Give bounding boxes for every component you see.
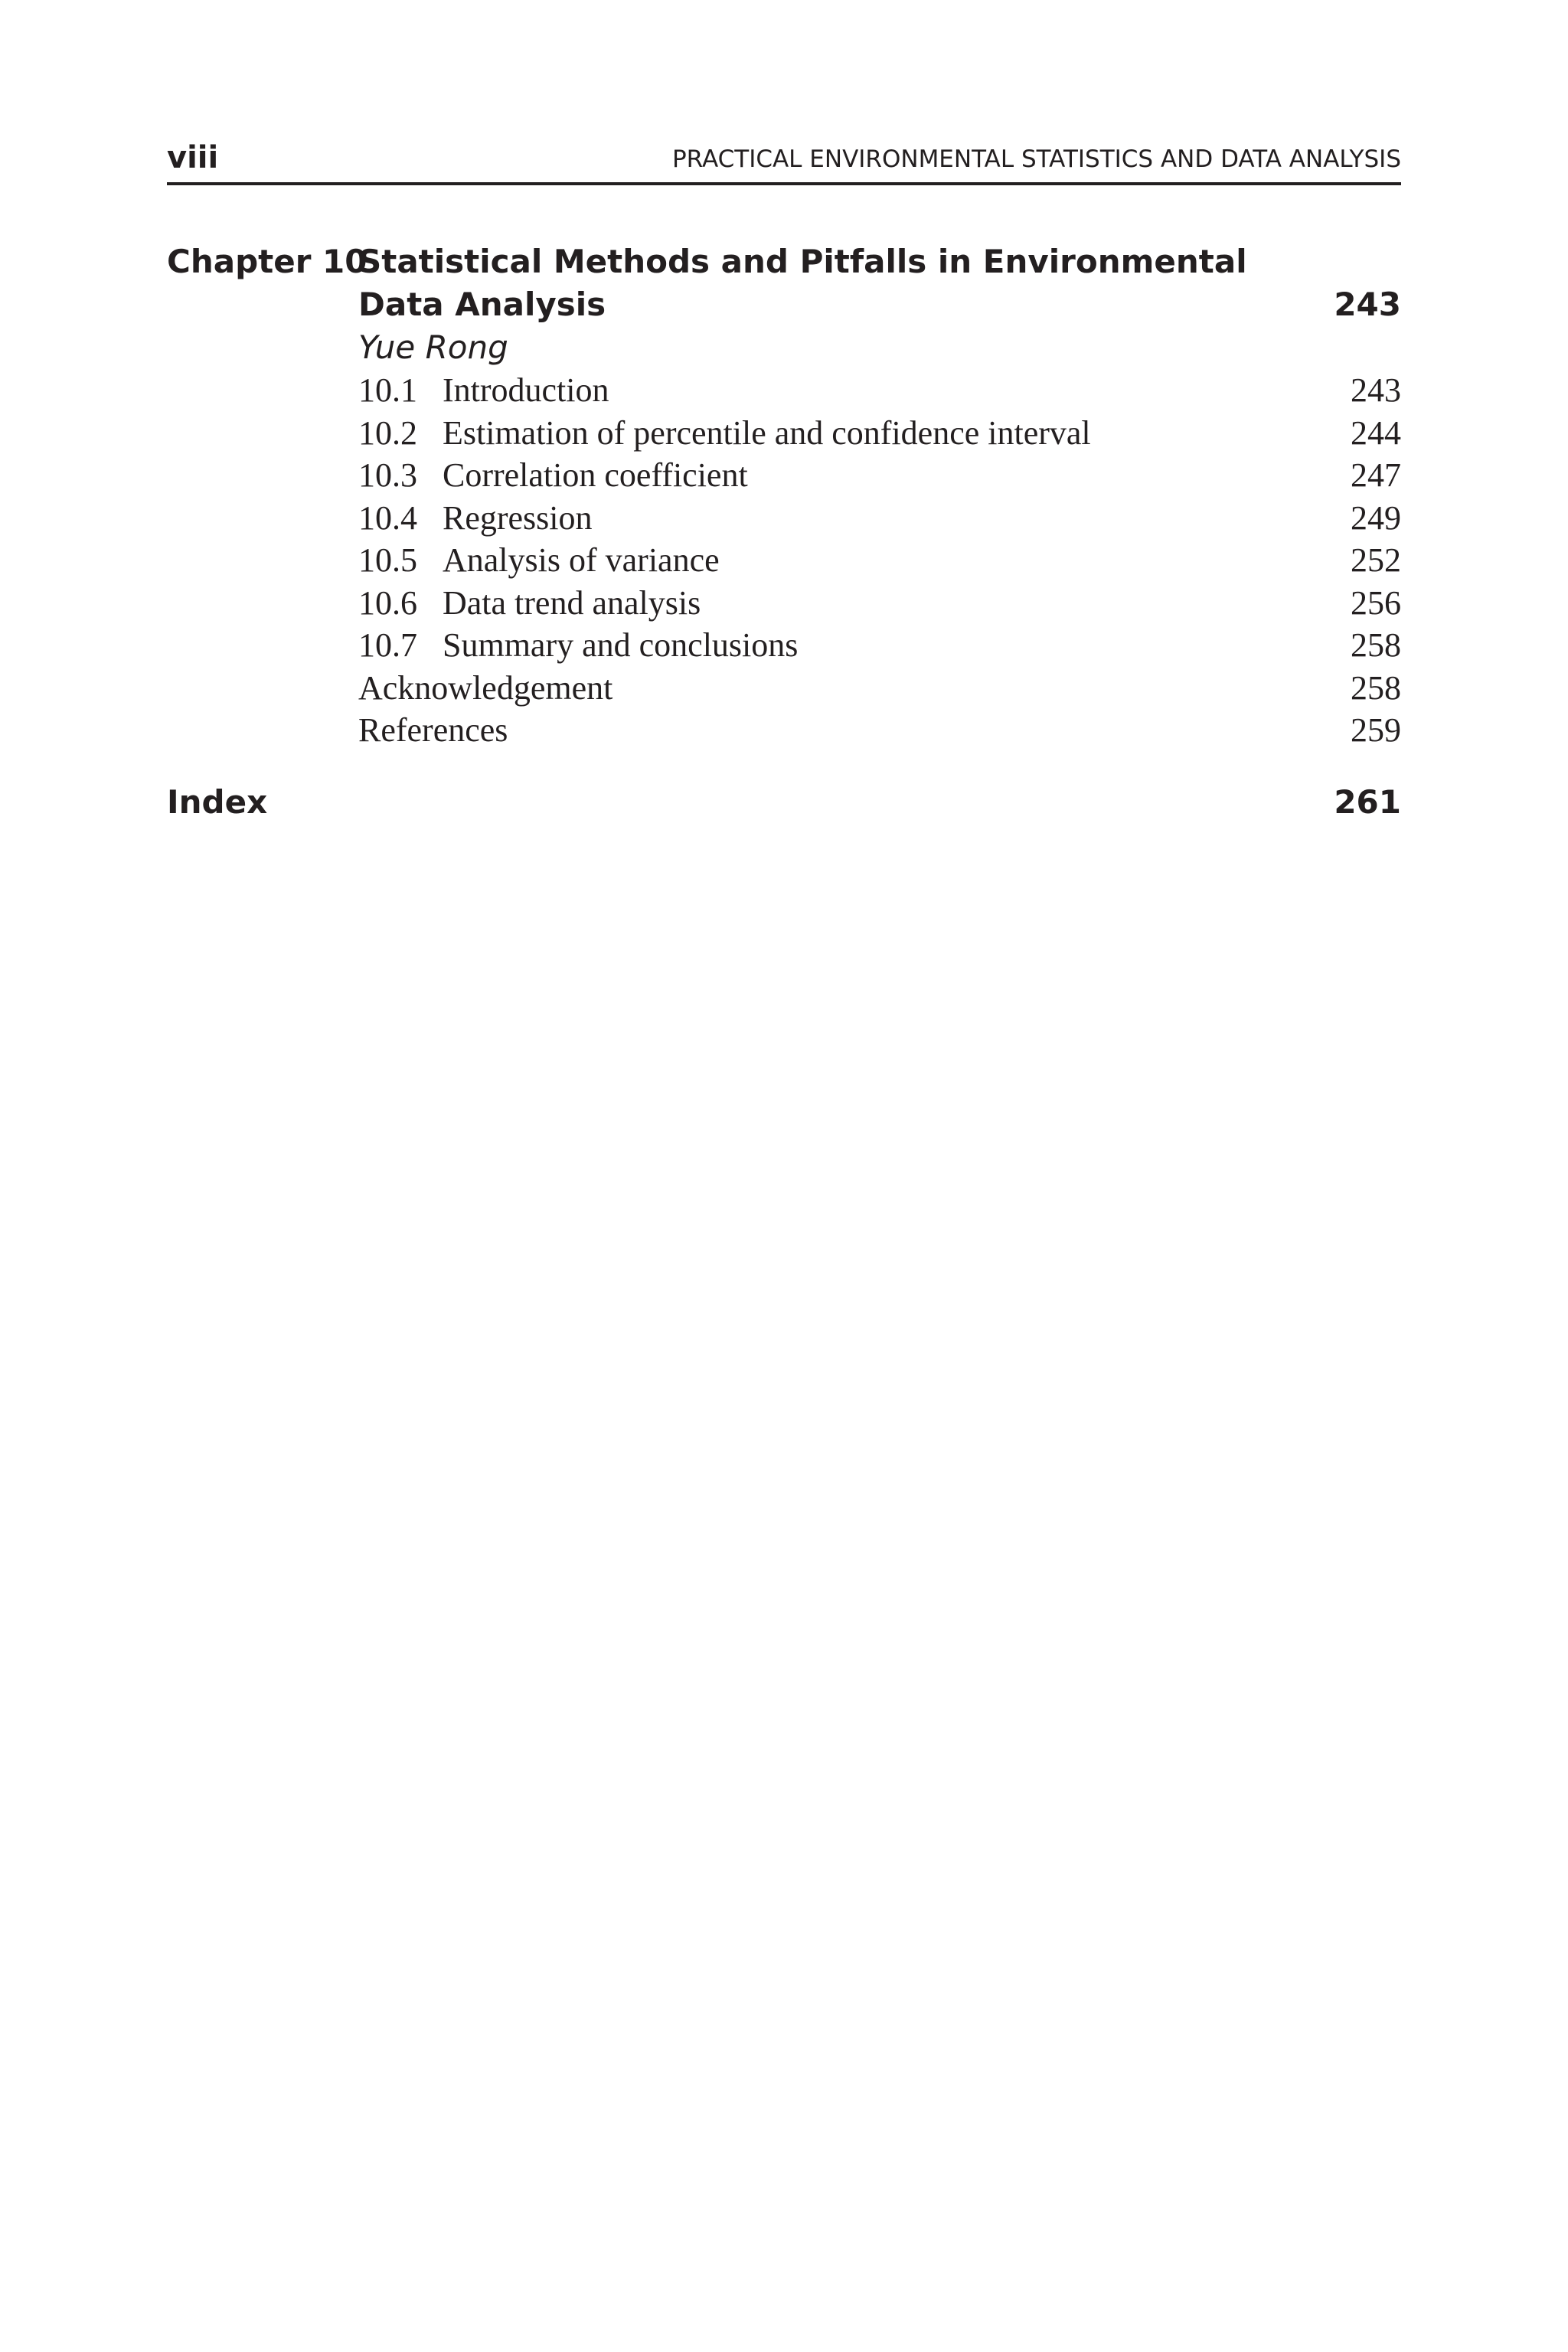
- toc-entry-acknowledgement[interactable]: [358, 667, 1401, 710]
- toc-entry[interactable]: [358, 624, 1401, 667]
- chapter-author: Yue Rong: [358, 328, 508, 366]
- section-title: Acknowledgement: [358, 668, 613, 707]
- section-number: 10.3: [358, 456, 417, 494]
- toc-entry-list: [358, 369, 1401, 752]
- chapter-title: Statistical Methods and Pitfalls in Environmental Data Analysis: [358, 243, 1247, 323]
- section-number: 10.2: [358, 413, 417, 452]
- section-page-number: 244: [1351, 413, 1401, 452]
- header-rule: [167, 182, 1401, 185]
- section-page-number: 258: [1351, 626, 1401, 664]
- running-head-title: PRACTICAL ENVIRONMENTAL STATISTICS AND DATA ANALYSIS: [671, 145, 1401, 173]
- section-title: References: [358, 711, 508, 749]
- section-title: Analysis of variance: [443, 541, 720, 579]
- section-title: Correlation coefficient: [443, 456, 748, 494]
- section-page-number: 259: [1351, 711, 1401, 749]
- toc-entry[interactable]: [358, 582, 1401, 625]
- section-page-number: 247: [1351, 456, 1401, 494]
- toc-entry[interactable]: [358, 497, 1401, 540]
- toc-entry-references[interactable]: [358, 709, 1401, 752]
- section-number: 10.4: [358, 498, 417, 537]
- section-number: 10.5: [358, 541, 417, 579]
- section-title: Data trend analysis: [443, 583, 701, 622]
- toc-entry[interactable]: [358, 369, 1401, 412]
- section-title: Introduction: [443, 371, 609, 409]
- section-page-number: 243: [1351, 371, 1401, 409]
- section-page-number: 252: [1351, 541, 1401, 579]
- chapter-label: Chapter 10: [167, 243, 368, 280]
- section-title: Summary and conclusions: [443, 626, 799, 664]
- toc-entry[interactable]: [358, 539, 1401, 582]
- section-title: Estimation of percentile and confidence interval: [443, 413, 1091, 452]
- chapter-page-number: 243: [1334, 286, 1401, 323]
- section-page-number: 256: [1351, 583, 1401, 622]
- section-title: Regression: [443, 498, 593, 537]
- section-page-number: 258: [1351, 668, 1401, 707]
- toc-entry[interactable]: [358, 454, 1401, 497]
- section-page-number: 249: [1351, 498, 1401, 537]
- index-label[interactable]: Index: [167, 783, 268, 821]
- running-head: [167, 136, 1401, 182]
- section-number: 10.1: [358, 371, 417, 409]
- page-folio: viii: [167, 140, 219, 175]
- section-number: 10.6: [358, 583, 417, 622]
- section-number: 10.7: [358, 626, 417, 664]
- toc-entry[interactable]: [358, 412, 1401, 455]
- index-page-number: 261: [1334, 783, 1401, 821]
